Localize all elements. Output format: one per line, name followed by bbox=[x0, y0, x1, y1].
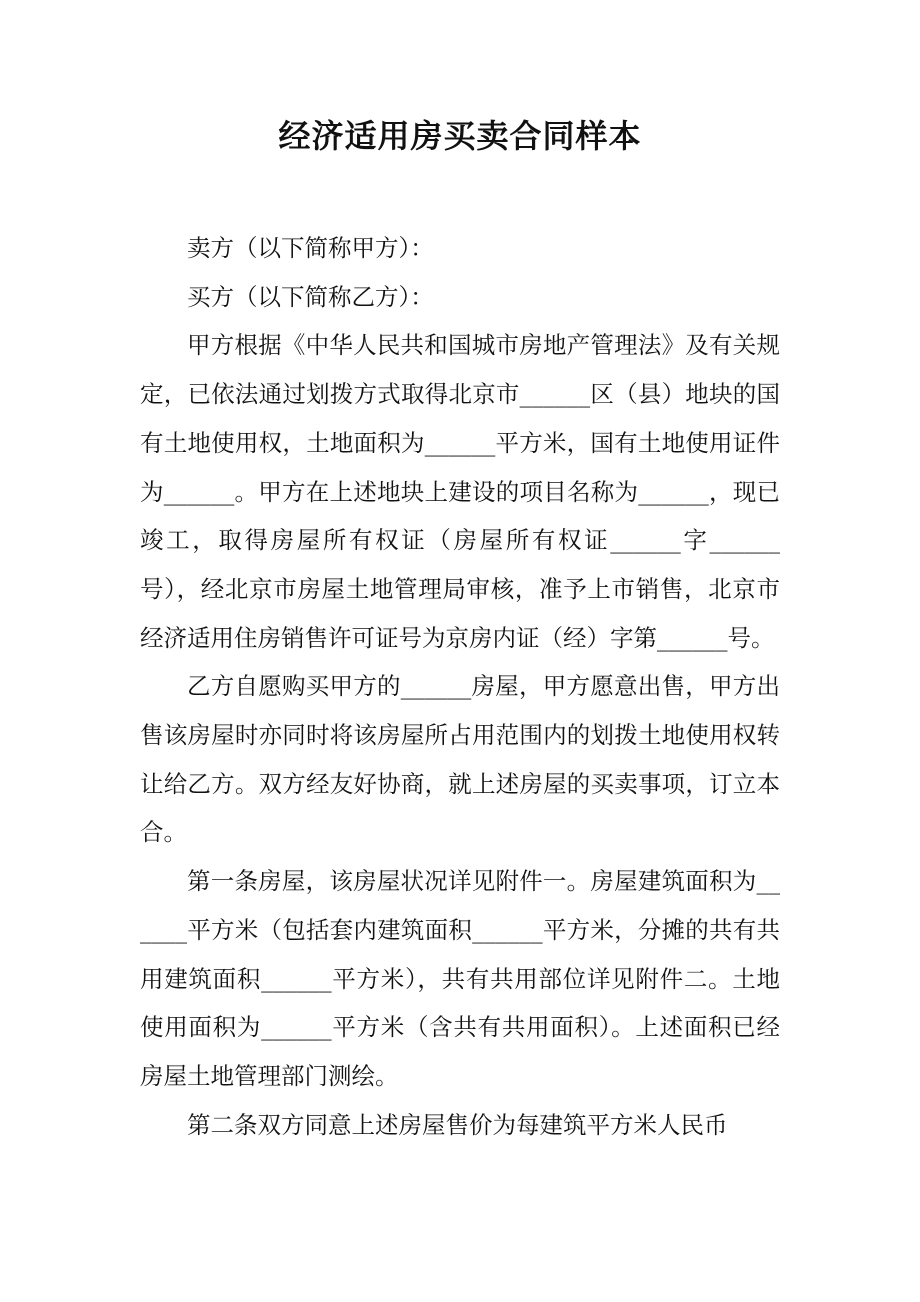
agreement-paragraph: 乙方自愿购买甲方的______房屋，甲方愿意出售，甲方出售该房屋时亦同时将该房屋所占用范围内的划拨土地使用权转让给乙方。双方经友好协商，就上述房屋的买卖事项，订立本合。 bbox=[140, 672, 780, 847]
buyer-line: 买方（以下简称乙方）： bbox=[187, 282, 434, 311]
document-body bbox=[140, 224, 780, 1149]
preamble-paragraph: 甲方根据《中华人民共和国城市房地产管理法》及有关规定，已依法通过划拨方式取得北京市______区（县）地块的国有土地使用权，土地面积为______平方米，国有土地使用证件为______。甲方在上述地块上建设的项目名称为______，现已竣工，取得房屋所有权证（房屋所有权证______字______号），经北京市房屋土地管理局审核，准予上市销售，北京市经济适用住房销售许可证号为京房内证（经）字第______号。 bbox=[140, 331, 780, 652]
article-two-paragraph: 第二条双方同意上述房屋售价为每建筑平方米人民币 bbox=[187, 1110, 728, 1139]
article-one-paragraph: 第一条房屋，该房屋状况详见附件一。房屋建筑面积为______平方米（包括套内建筑面积______平方米，分摊的共有共用建筑面积______平方米），共有共用部位详见附件二。土地使用面积为______平方米（含共有共用面积）。上述面积已经房屋土地管理部门测绘。 bbox=[140, 867, 780, 1090]
seller-line: 卖方（以下简称甲方）： bbox=[187, 234, 434, 262]
document-title: 经济适用房买卖合同样本 bbox=[278, 117, 642, 155]
